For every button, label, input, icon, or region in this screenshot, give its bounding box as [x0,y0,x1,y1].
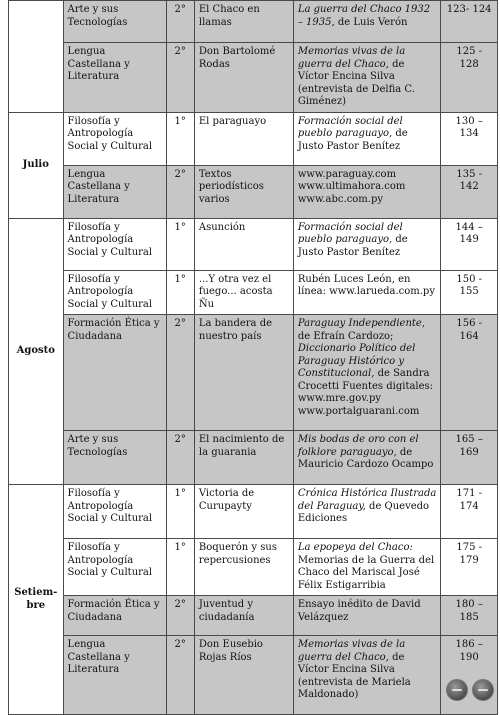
subject-cell: Filosofía y Antropología Social y Cultural [63,485,166,539]
grade-cell: 2° [166,636,194,715]
subject-cell: Lengua Castellana y Literatura [63,636,166,715]
month-agosto: Agosto [9,218,64,485]
seal-icon [472,679,494,701]
subject-cell: Arte y sus Tecnologías [63,431,166,485]
reference-plain: de Efraín Cardozo; [297,330,394,342]
subject-cell: Lengua Castellana y Literatura [63,43,166,113]
title-cell: Boquerón y sus repercusiones [194,539,293,596]
footer-icons [446,679,494,701]
table-row [9,165,498,218]
subject-cell: Formación Ética y Ciudadana [63,596,166,636]
pages-cell: 123- 124 [441,1,498,43]
reference-plain: www.paraguay.com www.ultimahora.com www.abc.com.py [297,168,406,205]
reference-cell [293,218,441,270]
reference-cell [293,270,441,315]
table-row [9,218,498,270]
subject-cell: Arte y sus Tecnologías [63,1,166,43]
table-row [9,1,498,43]
reference-italic: Formación social del pueblo paraguayo, [297,115,403,139]
title-cell: El Chaco en llamas [194,1,293,43]
reference-italic: Memorias vivas de la guerra del Chaco, [297,639,406,663]
subject-cell: Formación Ética y Ciudadana [63,315,166,431]
reference-italic: La epopeya del Chaco: [297,542,413,553]
pages-cell: 171 - 174 [441,485,498,539]
month-setiembre-part2: bre [26,599,46,611]
reference-plain: de Justo Pastor Benítez [297,128,408,152]
grade-cell: 2° [166,43,194,113]
title-cell: El nacimiento de la guarania [194,431,293,485]
title-cell: Asunción [194,218,293,270]
title-cell: Don Eusebio Rojas Ríos [194,636,293,715]
reference-plain: de Víctor Encina Silva (entrevista de Mariela Maldonado) [297,651,411,700]
grade-cell: 2° [166,596,194,636]
reference-plain-2: de Sandra Crocetti Fuentes digitales: www.mre.gov.py www.portalguarani.com [297,368,434,417]
pages-cell: 175 - 179 [441,539,498,596]
grade-cell: 1° [166,539,194,596]
reference-italic: Formación social del pueblo paraguayo, [297,221,403,245]
reference-cell [293,485,441,539]
table-row [9,539,498,596]
pages-cell: 135 - 142 [441,165,498,218]
curriculum-table [8,0,498,715]
grade-cell: 2° [166,431,194,485]
subject-cell: Filosofía y Antropología Social y Cultural [63,270,166,315]
reference-cell [293,165,441,218]
reference-cell [293,43,441,113]
pages-cell: 150 - 155 [441,270,498,315]
month-julio: Julio [9,112,64,218]
subject-cell: Lengua Castellana y Literatura [63,165,166,218]
pages-cell: 144 – 149 [441,218,498,270]
table-row [9,596,498,636]
reference-cell [293,315,441,431]
month-cell-continued [9,1,64,113]
pages-cell: 165 – 169 [441,431,498,485]
month-setiembre [9,485,64,715]
pages-cell: 130 – 134 [441,112,498,165]
reference-plain: de Quevedo Ediciones [297,500,430,524]
reference-plain: de Justo Pastor Benítez [297,234,408,258]
pages-cell: 180 – 185 [441,596,498,636]
grade-cell: 1° [166,270,194,315]
title-cell: Victoria de Curupayty [194,485,293,539]
reference-plain: de Mauricio Cardozo Ocampo [297,446,434,470]
table-row [9,431,498,485]
reference-plain: de Luis Verón [334,16,408,28]
reference-plain: Ensayo inédito de David Velázquez [297,599,421,623]
title-cell: La bandera de nuestro país [194,315,293,431]
subject-cell: Filosofía y Antropología Social y Cultural [63,112,166,165]
reference-plain: Rubén Luces León, en línea: www.larueda.com.py [297,273,435,297]
reference-cell [293,539,441,596]
reference-italic: Mis bodas de oro con el folklore paraguayo, [297,434,419,458]
reference-plain: Memorias de la Guerra del Chaco del Mariscal José Félix Estigarribia [297,554,435,591]
reference-italic: Memorias vivas de la guerra del Chaco, [297,46,406,70]
reference-italic: Paraguay Independiente, [297,318,426,329]
pages-cell: 125 - 128 [441,43,498,113]
title-cell: ...Y otra vez el fuego... acosta Ñu [194,270,293,315]
table-row [9,43,498,113]
reference-cell [293,112,441,165]
subject-cell: Filosofía y Antropología Social y Cultural [63,539,166,596]
grade-cell: 2° [166,1,194,43]
pages-cell: 186 – 190 [441,636,498,715]
month-setiembre-part1: Setiem- [14,587,58,598]
title-cell: Textos periodísticos varios [194,165,293,218]
subject-cell: Filosofía y Antropología Social y Cultural [63,218,166,270]
reference-italic: La guerra del Chaco 1932 – 1935, [297,4,431,28]
title-cell: Don Bartolomé Rodas [194,43,293,113]
table-row [9,485,498,539]
title-cell: Juventud y ciudadanía [194,596,293,636]
table-row [9,112,498,165]
grade-cell: 1° [166,218,194,270]
pages-cell: 156 - 164 [441,315,498,431]
seal-icon [446,679,468,701]
table-row [9,315,498,431]
reference-cell [293,596,441,636]
reference-italic: Crónica Histórica Ilustrada del Paraguay, [297,488,437,512]
reference-cell [293,431,441,485]
reference-plain: de Víctor Encina Silva (entrevista de Delfia C. Giménez) [297,58,415,107]
reference-cell [293,636,441,715]
reference-italic-2: Diccionario Político del Paraguay Histórico y Constitucional, [297,343,416,379]
grade-cell: 2° [166,315,194,431]
table-row [9,270,498,315]
table-row [9,636,498,715]
grade-cell: 1° [166,485,194,539]
grade-cell: 2° [166,165,194,218]
title-cell: El paraguayo [194,112,293,165]
grade-cell: 1° [166,112,194,165]
reference-cell [293,1,441,43]
